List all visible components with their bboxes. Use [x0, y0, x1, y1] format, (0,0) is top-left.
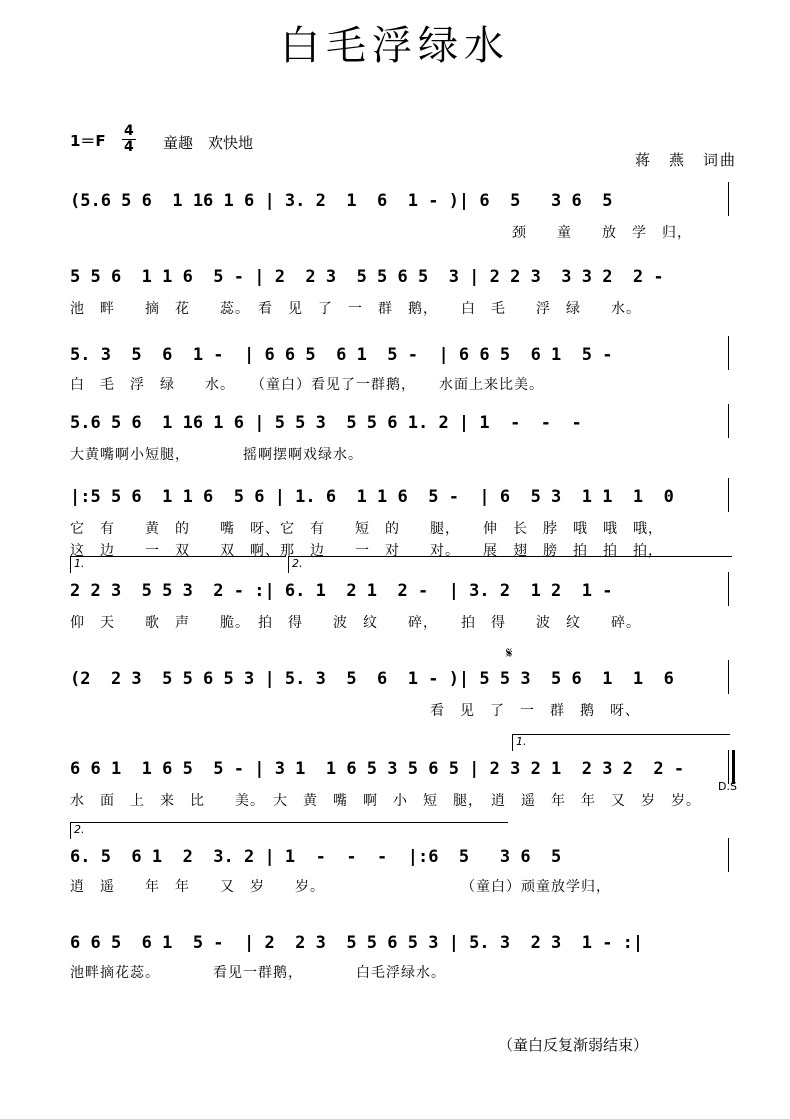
notation: 2 2 3 5 5 3 2 - :| 6. 1 2 1 2 - | 3. 2 1 2 1 -	[70, 581, 613, 601]
volta-first: 1.	[512, 734, 730, 751]
barline	[728, 404, 729, 438]
performance-note: （童白反复渐弱结束）	[498, 1036, 649, 1054]
notation: 5 5 6 1 1 6 5 - | 2 2 3 5 5 6 5 3 | 2 2 3 3 3 2 2 -	[70, 267, 664, 287]
notation: (2 2 3 5 5 6 5 3 | 5. 3 5 6 1 - )| 5 5 3 5 6 1 1 6	[70, 669, 674, 689]
lyrics: 白 毛 浮 绿 水。 （童白）看见了一群鹅， 水面上来比美。	[70, 377, 544, 393]
lyrics: 池 畔 摘 花 蕊。 看 见 了 一 群 鹅， 白 毛 浮 绿 水。	[70, 301, 641, 317]
volta-second: 2.	[288, 556, 732, 573]
lyrics: 逍 遥 年 年 又 岁 岁。 （童白）顽童放学归，	[70, 879, 611, 895]
time-sig-bottom: 4	[124, 139, 134, 155]
lyrics: 水 面 上 来 比 美。 大 黄 嘴 啊 小 短 腿， 逍 遥 年 年 又 岁 岁。	[70, 793, 701, 809]
segno-sign: 𝄋	[506, 644, 513, 662]
barline	[728, 182, 729, 216]
tempo-marking: 童趣 欢快地	[163, 134, 254, 152]
lyrics: 颈 童 放 学 归，	[512, 225, 692, 241]
notation: 5.6 5 6 1 16 1 6 | 5 5 3 5 5 6 1. 2 | 1 - - -	[70, 413, 582, 433]
ds-marking: D.S	[718, 780, 737, 793]
notation: (5.6 5 6 1 16 1 6 | 3. 2 1 6 1 - )| 6 5 3 6 5	[70, 191, 613, 211]
barline	[728, 572, 729, 606]
volta-second: 2.	[70, 822, 508, 839]
lyrics: 池畔摘花蕊。 看见一群鹅， 白毛浮绿水。	[70, 965, 446, 981]
barline	[728, 750, 729, 784]
lyrics: 大黄嘴啊小短腿， 摇啊摆啊戏绿水。	[70, 447, 363, 463]
key-signature: 1＝F	[70, 132, 106, 150]
barline	[728, 660, 729, 694]
lyrics-verse-1: 它 有 黄 的 嘴 呀、它 有 短 的 腿， 伸 长 脖 哦 哦 哦，	[70, 521, 663, 537]
song-title: 白毛浮绿水	[280, 23, 510, 69]
notation: 6 6 5 6 1 5 - | 2 2 3 5 5 6 5 3 | 5. 3 2 3 1 - :|	[70, 933, 644, 953]
barline	[728, 838, 729, 872]
volta-first: 1.	[70, 556, 286, 573]
notation: |:5 5 6 1 1 6 5 6 | 1. 6 1 1 6 5 - | 6 5 3 1 1 1 0	[70, 487, 674, 507]
composer-credit: 蒋 燕 词曲	[635, 151, 738, 169]
lyrics: 看 见 了 一 群 鹅 呀、	[70, 703, 640, 719]
time-signature	[122, 124, 136, 155]
lyrics-verse-2: 这 边 一 双 双 啊、那 边 一 对 对。 展 翅 膀 拍 拍 拍，	[70, 543, 663, 559]
barline	[732, 750, 735, 784]
time-sig-top: 4	[124, 123, 134, 139]
lyrics: 仰 天 歌 声 脆。 拍 得 波 纹 碎， 拍 得 波 纹 碎。	[70, 615, 641, 631]
notation: 5. 3 5 6 1 - | 6 6 5 6 1 5 - | 6 6 5 6 1 5 -	[70, 345, 613, 365]
notation: 6. 5 6 1 2 3. 2 | 1 - - - |:6 5 3 6 5	[70, 847, 562, 867]
notation: 6 6 1 1 6 5 5 - | 3 1 1 6 5 3 5 6 5 | 2 3 2 1 2 3 2 2 -	[70, 759, 685, 779]
barline	[728, 336, 729, 370]
barline	[728, 478, 729, 512]
